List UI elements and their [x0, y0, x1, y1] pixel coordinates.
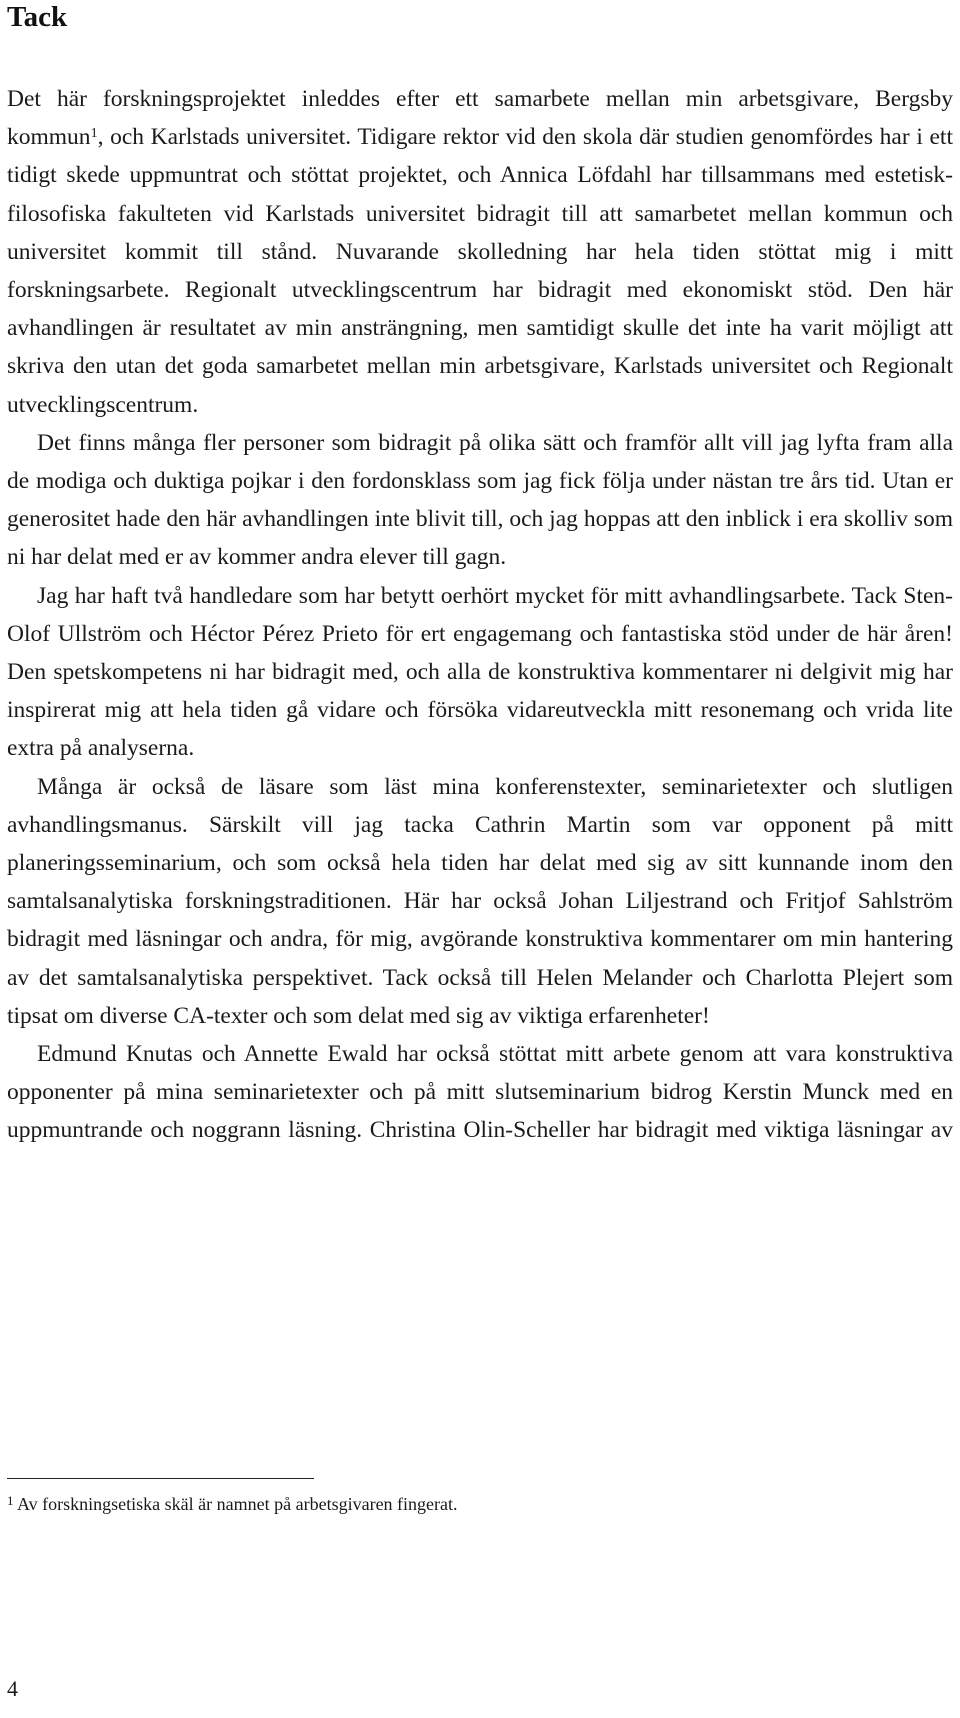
- document-page: [7, 0, 953, 1144]
- paragraph-3: Jag har haft två handledare som har betytt oerhört mycket för mitt avhandlingsarbete. Tack Sten-Olof Ullström och Héctor Pérez Prieto för ert engagemang och fantastiska stöd under de här åren! Den spetskompetens ni har bidragit med, och alla de konstruktiva kommentarer ni delgivit mig har inspirerat mig att hela tiden gå vidare och försöka vidareutveckla mitt resonemang och vrida lite extra på analyserna.: [7, 582, 953, 762]
- footnote: [7, 1492, 947, 1516]
- paragraph-4: Många är också de läsare som läst mina konferenstexter, seminarietexter och slutligen avhandlingsmanus. Särskilt vill jag tacka Cathrin Martin som var opponent på mitt planeringsseminarium, och som också hela tiden har delat med sig av sitt kunnande inom den samtalsanalytiska forskningstraditionen. Här har också Johan Liljestrand och Fritjof Sahlström bidragit med läsningar och andra, för mig, avgörande konstruktiva kommentarer om min hantering av det samtalsanalytiska perspektivet. Tack också till Helen Melander och Charlotta Plejert som tipsat om diverse CA-texter och som delat med sig av viktiga erfarenheter!: [7, 773, 953, 1029]
- paragraph-1: [7, 80, 953, 424]
- paragraph-1-text-a: Det här forskningsprojektet inleddes efter ett samarbete mellan min arbetsgivare, Bergsby kommun: [7, 86, 953, 151]
- footnote-number: 1: [7, 1493, 14, 1508]
- paragraph-1-text-b: , och Karlstads universitet. Tidigare rektor vid den skola där studien genomfördes har i ett tidigt skede uppmuntrat och stöttat projektet, och Annica Löfdahl har tillsammans med estetisk-filosofiska fakulteten vid Karlstads universitet bidragit till att samarbetet mellan kommun och universitet kommit till stånd. Nuvarande skolledning har hela tiden stöttat mig i mitt forskningsarbete. Regionalt utvecklingscentrum har bidragit med ekonomiskt stöd. Den här avhandlingen är resultatet av min ansträngning, men samtidigt skulle det inte ha varit möjligt att skriva den utan det goda samarbetet mellan min arbetsgivare, Karlstads universitet och Regionalt utvecklingscentrum.: [7, 124, 953, 418]
- body-text: [7, 80, 953, 1150]
- footnote-reference[interactable]: 1: [90, 126, 98, 142]
- paragraph-2: Det finns många fler personer som bidragit på olika sätt och framför allt vill jag lyfta fram alla de modiga och duktiga pojkar i den fordonsklass som jag fick följa under nästan tre års tid. Utan er generositet hade den här avhandlingen inte blivit till, och jag hoppas att den inblick i era skolliv som ni har delat med er av kommer andra elever till gagn.: [7, 429, 953, 571]
- paragraph-5: Edmund Knutas och Annette Ewald har också stöttat mitt arbete genom att vara konstruktiva opponenter på mina seminarietexter och på mitt slutseminarium bidrog Kerstin Munck med en uppmuntrande och noggrann läsning. Christina Olin-Scheller har bidragit med viktiga läsningar av: [7, 1041, 953, 1144]
- footnote-divider: [7, 1478, 314, 1479]
- footnote-text: Av forskningsetiska skäl är namnet på arbetsgivaren fingerat.: [13, 1494, 458, 1514]
- page-number: 4: [7, 1676, 18, 1701]
- section-heading: Tack: [7, 1, 68, 33]
